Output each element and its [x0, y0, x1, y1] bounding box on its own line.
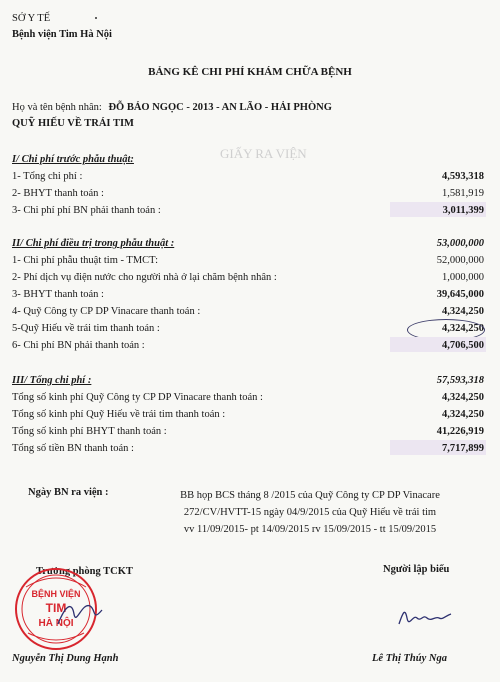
section1-row-label: 1- Tổng chi phí :	[12, 171, 83, 182]
section3-row-label: Tổng số tiền BN thanh toán :	[12, 443, 134, 454]
patient-fund: QUỸ HIẾU VỀ TRÁI TIM	[12, 118, 134, 129]
section1-heading: I/ Chi phí trước phẫu thuật:	[12, 154, 134, 165]
stamp-line: HÀ NỘI	[38, 618, 74, 629]
director-signature-scribble	[52, 596, 108, 632]
signature-left-title: Trưởng phòng TCKT	[36, 566, 133, 577]
section3-row-label: Tổng số kinh phí Quỹ Công ty CP DP Vinacare thanh toán :	[12, 392, 263, 403]
stamp-line: TIM	[45, 601, 67, 615]
section2-row-amount: 52,000,000	[436, 255, 484, 266]
section2-row-label: 2- Phí dịch vụ điện nước cho người nhà ở lại chăm bệnh nhân :	[12, 272, 277, 283]
section1-row-label: 3- Chi phí phí BN phải thanh toán :	[12, 205, 161, 216]
signature-right-name: Lê Thị Thúy Nga	[372, 653, 447, 664]
section2-row-amount: 4,324,250	[442, 306, 484, 317]
section1-row-amount: 4,593,318	[442, 171, 484, 182]
signature-left-name: Nguyễn Thị Dung Hạnh	[12, 653, 119, 664]
bleed-through-text: GIẤY RA VIỆN	[220, 146, 307, 161]
section2-row-label: 3- BHYT thanh toán :	[12, 289, 104, 300]
section3-row-amount: 4,324,250	[442, 392, 484, 403]
section1-row-label: 2- BHYT thanh toán :	[12, 188, 104, 199]
hospital-name: Bệnh viện Tim Hà Nội	[12, 29, 112, 40]
discharge-line: BB họp BCS tháng 8 /2015 của Quỹ Công ty CP DP Vinacare	[180, 490, 440, 501]
discharge-line: 272/CV/HVTT-15 ngày 04/9/2015 của Quỹ Hiếu về trái tim	[183, 507, 437, 518]
section2-row-label: 6- Chi phí BN phải thanh toán :	[12, 340, 145, 351]
section2-heading-amount: 53,000,000	[436, 238, 484, 249]
preparer-signature-scribble	[395, 604, 455, 632]
section3-row-amount: 4,324,250	[442, 409, 484, 420]
stray-dot-mark	[94, 16, 98, 20]
section2-row-label: 4- Quỹ Công ty CP DP Vinacare thanh toán :	[12, 306, 201, 317]
signature-right-title: Người lập biểu	[383, 564, 450, 575]
section1-row-amount: 3,011,399	[442, 205, 484, 216]
section3-row-label: Tổng số kinh phí BHYT thanh toán :	[12, 426, 167, 437]
stamp-line: BỆNH VIỆN	[31, 589, 81, 599]
patient-label: Họ và tên bệnh nhân:	[12, 102, 102, 113]
section3-heading: III/ Tổng chi phí :	[12, 375, 92, 386]
patient-row	[12, 101, 332, 114]
document-title: BẢNG KÊ CHI PHÍ KHÁM CHỮA BỆNH	[148, 66, 352, 78]
patient-value: ĐỖ BẢO NGỌC - 2013 - AN LÃO - HẢI PHÒNG	[108, 102, 332, 113]
section3-row-label: Tổng số kinh phí Quỹ Hiếu về trái tim thanh toán :	[12, 409, 226, 420]
section1-row-amount: 1,581,919	[442, 188, 484, 199]
section3-row-amount: 7,717,899	[442, 443, 484, 454]
section2-row-amount: 4,324,250	[442, 323, 484, 334]
ministry-name: SỞ Y TẾ	[12, 13, 51, 24]
discharge-line: vv 11/09/2015- pt 14/09/2015 rv 15/09/2015 - tt 15/09/2015	[183, 524, 437, 535]
section2-heading: II/ Chi phí điều trị trong phẫu thuật :	[12, 238, 175, 249]
section2-row-amount: 1,000,000	[442, 272, 484, 283]
discharge-label: Ngày BN ra viện :	[28, 487, 109, 498]
section2-row-label: 5-Quỹ Hiếu về trái tim thanh toán :	[12, 323, 160, 334]
section3-heading-amount: 57,593,318	[436, 375, 484, 386]
section2-row-amount: 39,645,000	[436, 289, 484, 300]
section2-row-label: 1- Chi phí phẫu thuật tim - TMCT:	[12, 255, 158, 266]
section2-row-amount: 4,706,500	[442, 340, 484, 351]
section3-row-amount: 41,226,919	[436, 426, 484, 437]
